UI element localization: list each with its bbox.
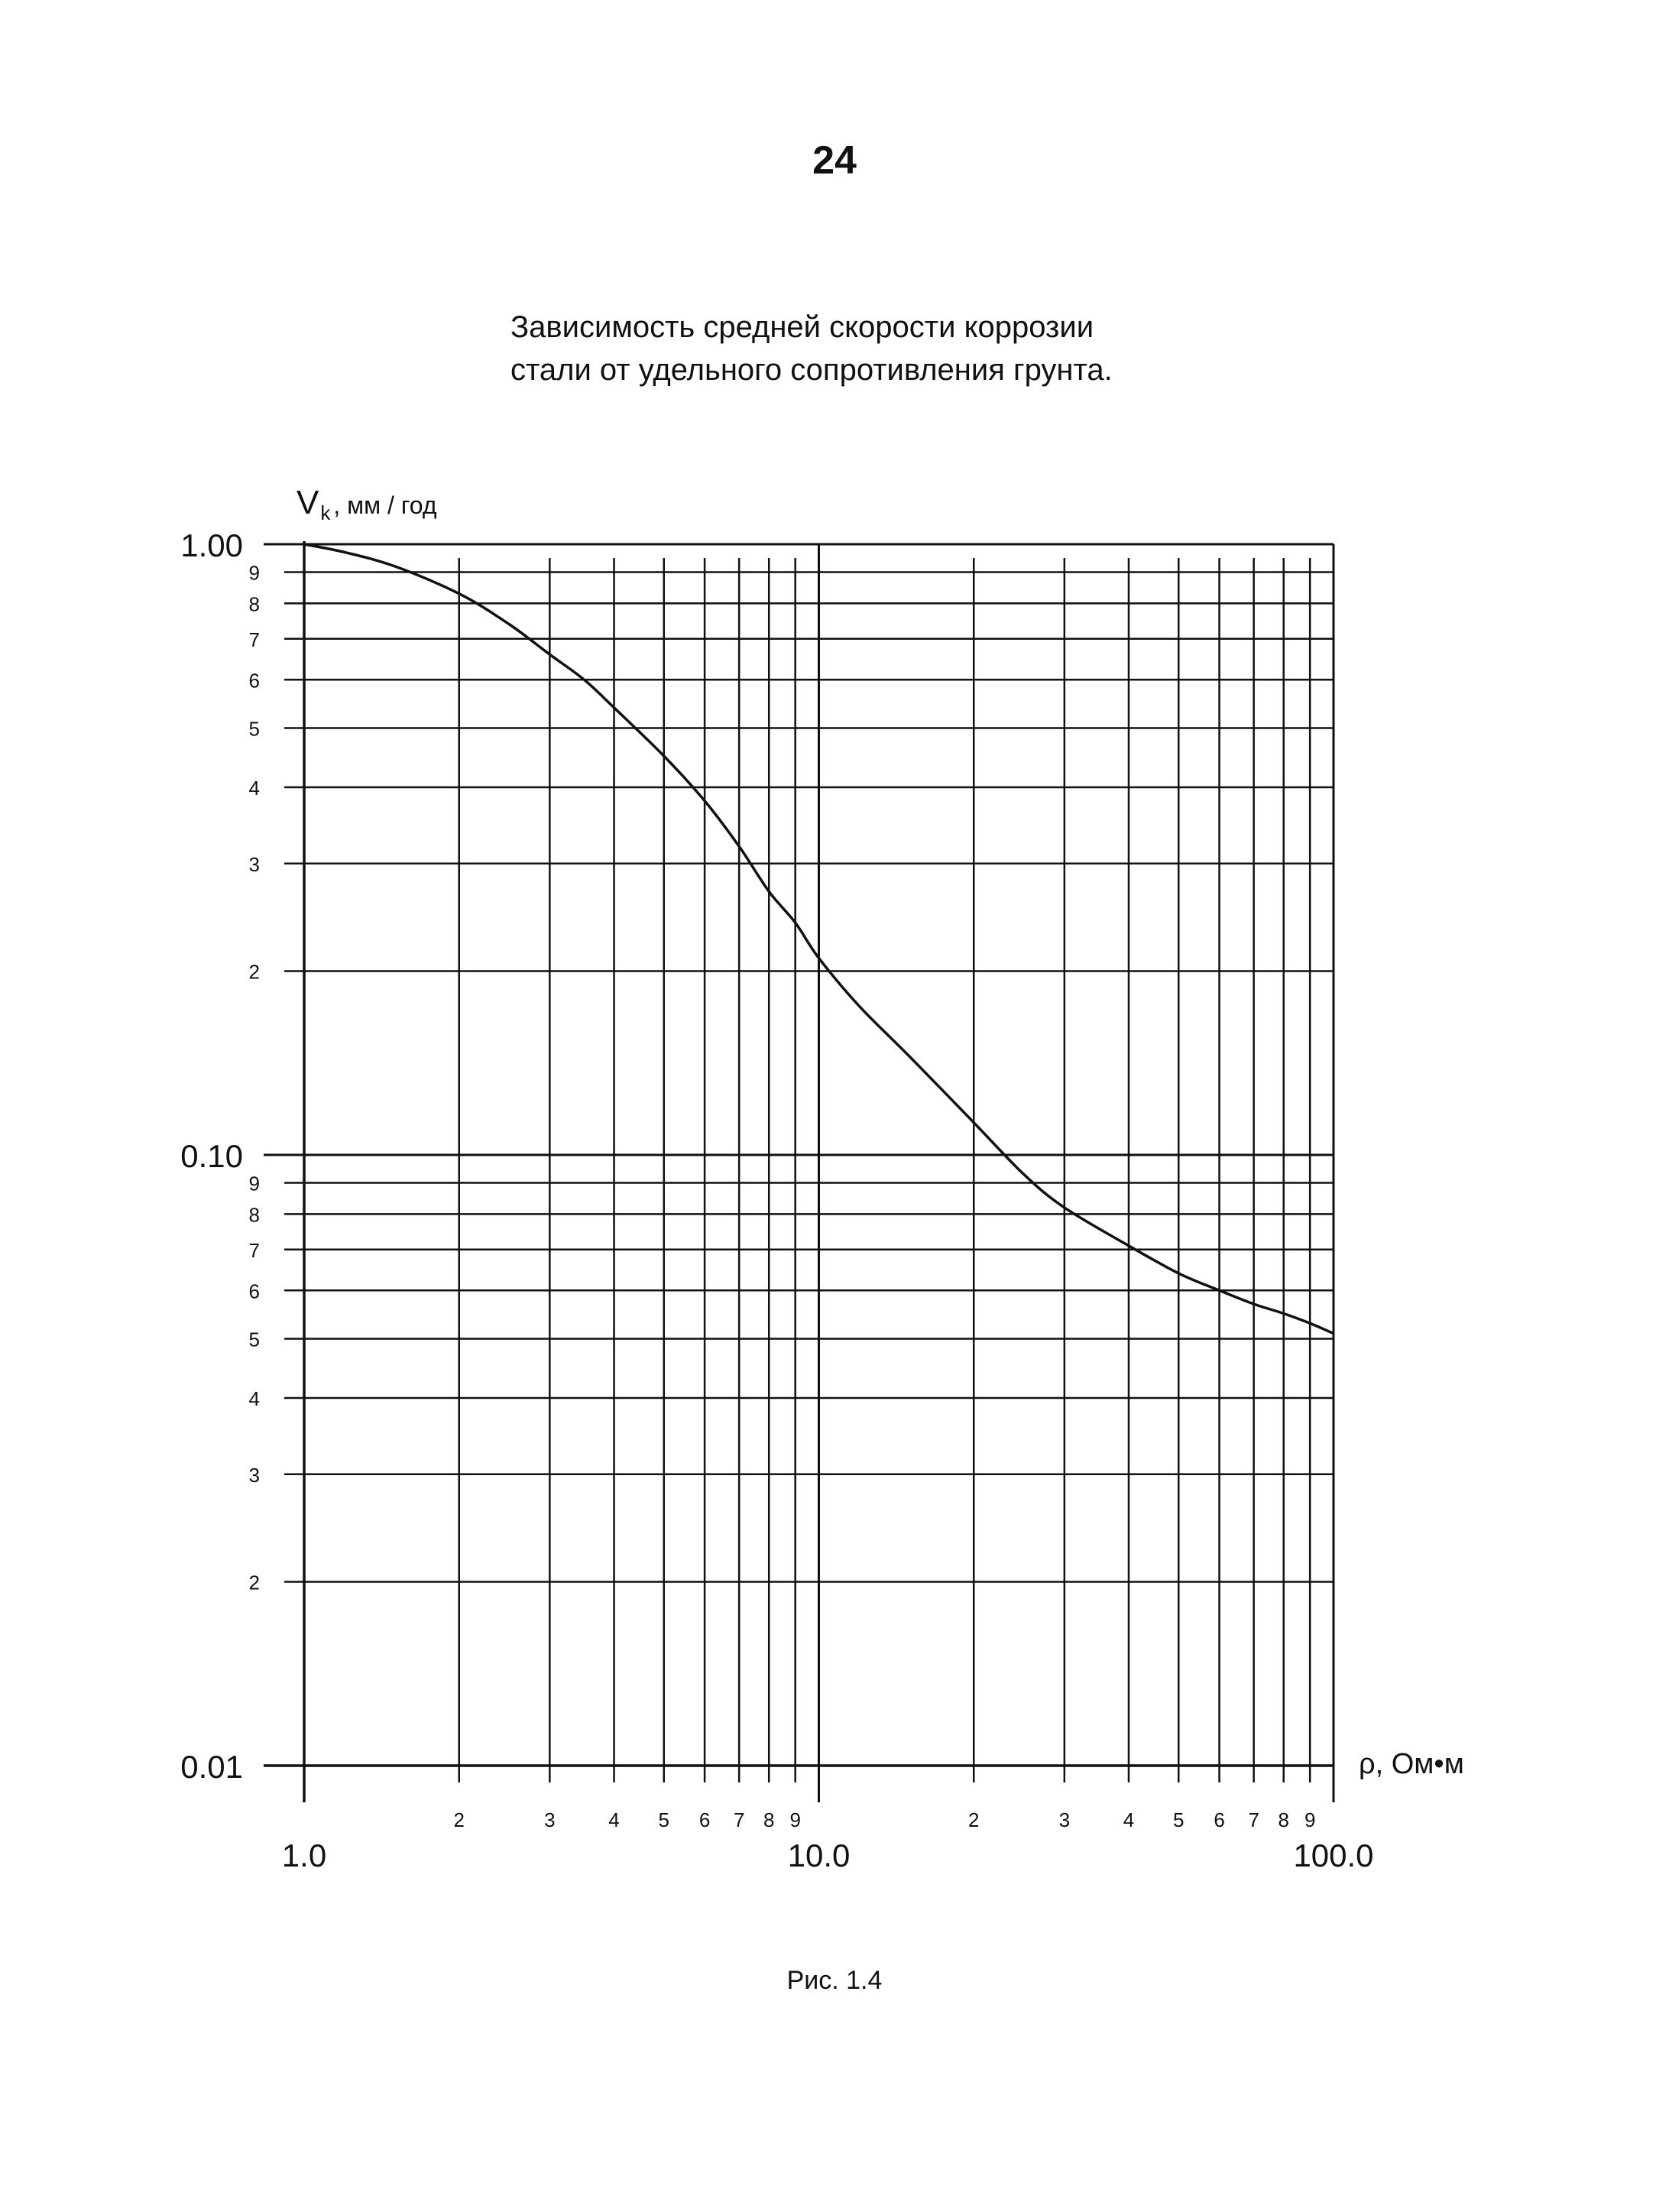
grid-layer [264,544,1334,1802]
y-minor-tick-label: 2 [248,960,260,984]
x-minor-tick-label: 5 [658,1808,669,1831]
x-major-tick-label: 100.0 [1293,1837,1374,1873]
x-major-tick-label: 1.0 [281,1837,327,1873]
y-minor-tick-label: 4 [248,1387,260,1410]
y-minor-tick-label: 7 [248,628,260,651]
x-minor-tick-label: 6 [698,1808,711,1831]
x-minor-tick-label: 7 [733,1808,745,1831]
chart-title-line-1: Зависимость средней скорости коррозии [510,310,1094,344]
x-minor-tick-label: 9 [1304,1808,1316,1831]
y-minor-tick-label: 6 [248,1280,260,1303]
x-minor-tick-label: 7 [1248,1808,1259,1831]
axis-layer [264,541,1334,1802]
y-minor-tick-label: 2 [248,1571,260,1594]
y-minor-tick-label: 4 [248,776,260,799]
y-axis-label: Vk , мм / год [297,484,437,524]
x-major-tick-label: 10.0 [787,1837,851,1873]
y-minor-tick-label: 8 [248,1203,260,1227]
y-major-tick-label: 1.00 [180,527,243,563]
y-major-tick-label: 0.10 [180,1138,243,1174]
x-minor-tick-label: 3 [1058,1808,1071,1831]
y-minor-tick-label: 5 [248,717,260,741]
y-minor-tick-label: 9 [248,561,260,585]
x-minor-tick-label: 8 [763,1808,775,1831]
x-minor-tick-label: 5 [1173,1808,1185,1831]
x-minor-tick-label: 9 [789,1808,801,1831]
y-minor-tick-label: 9 [248,1172,260,1195]
x-minor-tick-label: 2 [968,1808,980,1831]
y-minor-tick-label: 5 [248,1328,260,1351]
x-axis-label: ρ, Ом•м [1359,1748,1464,1780]
x-minor-tick-label: 8 [1278,1808,1289,1831]
figure-caption: Рис. 1.4 [786,1966,883,1995]
tick-label-layer [180,527,1373,1873]
x-minor-tick-label: 6 [1214,1808,1225,1831]
x-minor-tick-label: 2 [453,1808,465,1831]
chart-title-line-2: стали от удельного сопротивления грунта. [510,353,1113,387]
x-minor-tick-label: 4 [1123,1808,1135,1831]
y-minor-tick-label: 7 [248,1238,260,1262]
page-number: 24 [812,138,857,183]
y-major-tick-label: 0.01 [180,1749,243,1785]
y-minor-tick-label: 8 [248,592,260,616]
y-minor-tick-label: 6 [248,669,260,692]
x-minor-tick-label: 4 [608,1808,620,1831]
y-minor-tick-label: 3 [248,852,260,876]
x-minor-tick-label: 3 [544,1808,556,1831]
y-minor-tick-label: 3 [248,1463,260,1487]
